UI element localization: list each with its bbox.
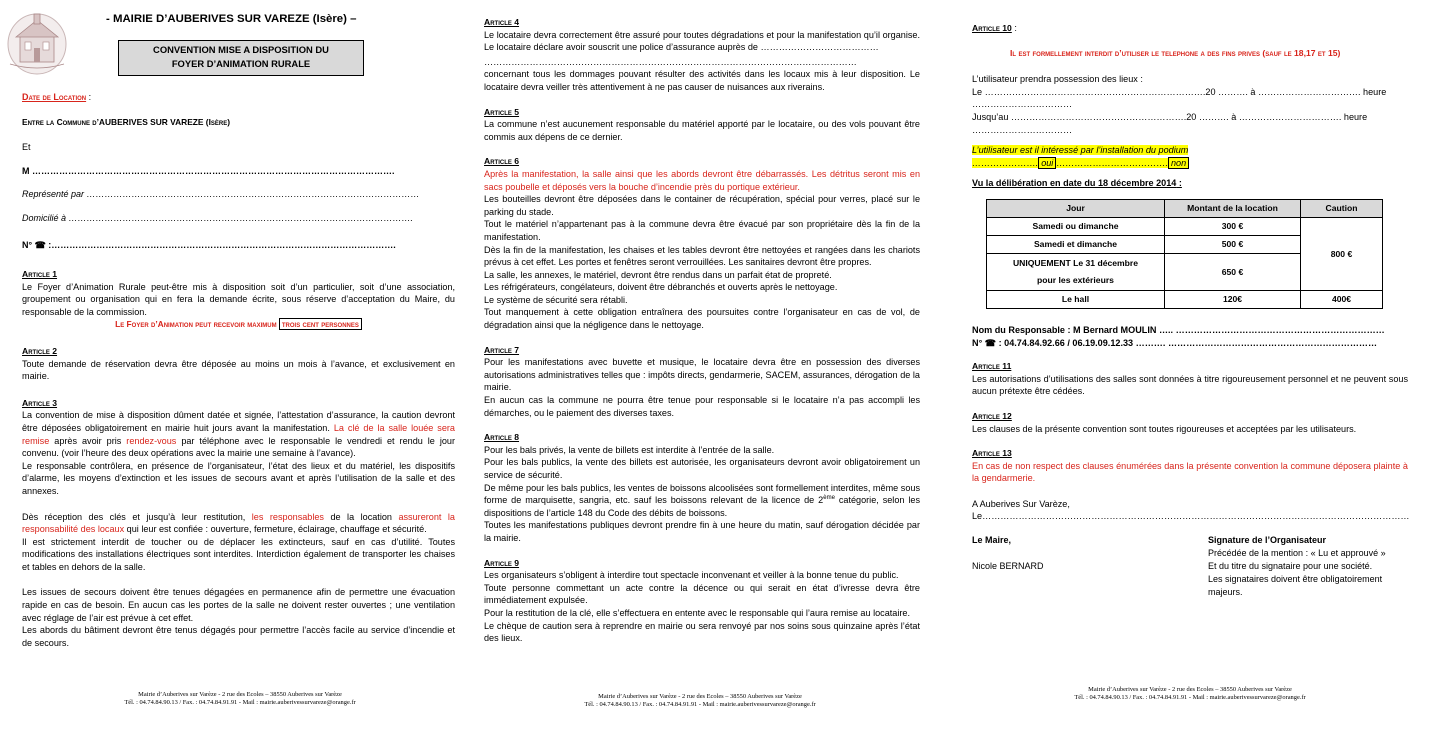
- le-line: Le ……………………………………………………………….20 ………. à ……………………………. heure ……………………………: [972, 86, 1387, 110]
- footer-col1-contact: Tél. : 04.74.84.90.13 / Fax. : 04.74.84.91.91 - Mail : mairie.auberivessurvareze@orange.fr: [124, 699, 356, 706]
- deliberation-row: [972, 177, 1408, 190]
- article-6-p5: La salle, les annexes, le matériel, devront être rendus dans un parfait état de propreté.: [484, 269, 832, 280]
- maire-name: Nicole BERNARD: [972, 561, 1044, 572]
- organisateur-title: Signature de l’Organisateur: [1208, 535, 1327, 546]
- date-location-label: Date de Location: [22, 92, 87, 102]
- article-7-p1: Pour les manifestations avec buvette et musique, le locataire devra être en possession des diverses autorisations administratives telles que : impôts directs, gendarmerie, SACEM, assurances, dérogation de la mairie.: [484, 357, 920, 393]
- footer-col2-contact: Tél. : 04.74.84.90.13 / Fax. : 04.74.84.91.91 - Mail : mairie.auberivessurvareze@orange.fr: [584, 701, 816, 708]
- article-8-p3-sup: ème: [823, 495, 835, 502]
- article-7-p2: En aucun cas la commune ne pourra être tenue pour responsable si le locataire n’a pas accompli les démarches, ou le paiement des diverses taxes.: [484, 395, 920, 418]
- lieu-line: A Auberives Sur Varèze,: [972, 498, 1070, 509]
- tel-line: N° ☎ : 04.74.84.92.66 / 06.19.09.12.33 ………. ……………………………………………………………: [972, 337, 1378, 348]
- article-6-p2: Les bouteilles devront être déposées dans le container de récupération, spécial pour verres, placé sur le parking du stade.: [484, 194, 920, 217]
- article-3-p6: Les abords du bâtiment devront être tenus dégagés pour permettre l’accès facile au service d’incendie et de secours.: [22, 625, 455, 648]
- article-3-p5: Les issues de secours doivent être tenues dégagées en permanence afin de permettre une évacuation rapide en cas de besoin. En aucun cas les portes de la salle ne doivent rester ouvertes ; une ventilation avec réglage de l’air est prévue à cet effet.: [22, 587, 455, 623]
- article-3-p1-red2: rendez-vous: [126, 435, 177, 446]
- article-9-p3: Pour la restitution de la clé, elle s’effectuera en entente avec le responsable qui l’aura remise au locataire.: [484, 607, 910, 618]
- article-1-capacity: [22, 318, 455, 331]
- article-6-p4: Dès la fin de la manifestation, les chaises et les tables devront être nettoyées et rangées dans les chariots prévus à cet effet. Les portes et fenêtres seront verrouillées. Les sanitaires devront être propres.: [484, 244, 920, 268]
- article-3-p3-b: de la location: [323, 511, 399, 522]
- convention-title-line1: CONVENTION MISE A DISPOSITION DU: [153, 44, 329, 55]
- domicilie-field: Domicilié à …………………………………………………………………………………………………….: [22, 213, 414, 223]
- tarif-caution-merged: 800 €: [1301, 217, 1383, 290]
- responsable-line: Nom du Responsable : M Bernard MOULIN ….. ……………………………………………………………: [972, 324, 1385, 335]
- footer-col1-address: Mairie d’Auberives sur Varèze - 2 rue des Ecoles – 38550 Auberives sur Varèze: [138, 691, 342, 698]
- tarif-row4-caution: 400€: [1301, 290, 1383, 308]
- article-7-title: Article 7: [484, 344, 520, 355]
- article-8-p3-b: catégorie, selon les dispositions de l’article 148 du Code des débits de boissons.: [484, 495, 920, 518]
- tarif-row: [987, 217, 1383, 235]
- article-6-title: Article 6: [484, 156, 520, 167]
- article-6-red: Après la manifestation, la salle ainsi que les abords devront être débarrassés. Les détritus seront mis en sacs poubelle et déposés vers la bouche d’incendie près du portique extérieur.: [484, 168, 920, 192]
- town-hall-logo: [6, 6, 68, 76]
- tarif-row: [987, 290, 1383, 308]
- represente-field: Représenté par …………………………………………………………………………………………………: [22, 189, 420, 199]
- article-2-text: Toute demande de réservation devra être déposée au moins un mois à l’avance, et exclusivement en mairie.: [22, 358, 455, 382]
- article-10-title: Article 10: [972, 23, 1012, 33]
- organisateur-block: [1208, 534, 1386, 599]
- article-1-title: Article 1: [22, 269, 58, 279]
- article-8-p4: Toutes les manifestations publiques devront prendre fin à une heure du matin, sauf dérogation décidée par la mairie.: [484, 520, 920, 543]
- tarif-row4-amount: 120€: [1165, 290, 1301, 308]
- article-3-p3-c: qui leur est confiée : ouverture, fermeture, éclairage, chauffage et sécurité.: [124, 524, 427, 535]
- article-1-capacity-text: Le Foyer d’Animation peut recevoir maximum: [115, 319, 279, 330]
- article-6-p3: Tout le matériel n’appartenant pas à la commune devra être évacué par son propriétaire dès la fin de la manifestation.: [484, 219, 920, 242]
- footer-col1: [40, 691, 440, 707]
- mairie-heading: - MAIRIE D’AUBERIVES SUR VAREZE (Isère) –: [106, 13, 357, 25]
- possession-text: L’utilisateur prendra possession des lieux :: [972, 74, 1143, 85]
- tarif-header-caution: Caution: [1301, 199, 1383, 217]
- footer-col3: [990, 686, 1390, 702]
- article-11-text: Les autorisations d’utilisations des salles sont données à titre rigoureusement personnel et ne peuvent sous aucun prétexte être cédées.: [972, 373, 1408, 397]
- article-8-p3-a: De même pour les bals publics, les ventes de boissons alcoolisées sont formellement interdites, même sous forme de marquisette, sangria, etc. sauf les boissons relevant de la licence de 2: [484, 482, 920, 506]
- article-9-p1: Les organisateurs s’obligent à interdire tout spectacle inconvenant et veiller à la bonne tenue du public.: [484, 570, 899, 581]
- article-4-dots: ……………………………………………………………………………………………………………: [484, 56, 857, 67]
- tarif-row3-day-line2: pour les extérieurs: [1037, 274, 1114, 285]
- maire-label: Le Maire,: [972, 535, 1012, 546]
- et-label: Et: [22, 142, 31, 152]
- m-field: M ………………………………………………………………………………………………………….: [22, 166, 395, 176]
- date-location-row: [22, 92, 91, 102]
- tarif-header-row: [987, 199, 1383, 217]
- article-4-title: Article 4: [484, 17, 520, 27]
- convention-title-line2: FOYER D’ANIMATION RURALE: [171, 58, 311, 69]
- article-5-title: Article 5: [484, 106, 520, 117]
- signature-block: [972, 534, 1408, 604]
- podium-row: [972, 144, 1408, 169]
- tarif-header-montant: Montant de la location: [1165, 199, 1301, 217]
- tarif-row4-day: Le hall: [987, 290, 1165, 308]
- article-5-text: La commune n’est aucunement responsable du matériel apporté par le locataire, ou des vols pouvant être commis aux dépens de ce dernier.: [484, 119, 920, 142]
- column-1-articles: [22, 268, 455, 649]
- date-location-colon: :: [86, 92, 92, 102]
- article-11-title: Article 11: [972, 361, 1012, 372]
- article-3-p3: [22, 511, 455, 536]
- article-3-p2: Le responsable contrôlera, en présence de l’organisateur, l’état des lieux et du matériel, les dispositifs d’alarme, les moyens d’extinction et les issues de secours avant et après l’utilisation de la salle et des annexes.: [22, 460, 455, 496]
- article-3-p3-a: Dès réception des clés et jusqu’à leur restitution,: [22, 511, 252, 522]
- article-1-capacity-boxed: trois cent personnes: [279, 318, 362, 330]
- footer-col2: [500, 693, 900, 709]
- article-13-title: Article 13: [972, 448, 1012, 459]
- numero-field: N° ☎ :…………………………………………………………………………………………………….: [22, 240, 396, 250]
- article-4-p1: Le locataire devra correctement être assuré pour toutes dégradations et pour la manifestation qu’il organise. Le locataire déclare avoir souscrit une police d’assurance auprès de …………………………………: [484, 29, 920, 53]
- article-2-title: Article 2: [22, 345, 58, 356]
- article-6-p8: Tout manquement à cette obligation entraînera des poursuites contre l’organisateur en cas de vol, de dégradation ainsi que la négligence dans le nettoyage.: [484, 307, 920, 331]
- column-3-articles: [972, 22, 1408, 604]
- tarif-row2-day: Samedi et dimanche: [987, 235, 1165, 253]
- tarif-row3-day-line1: UNIQUEMENT Le 31 décembre: [1012, 257, 1139, 268]
- article-13-red: En cas de non respect des clauses énumérées dans la présente convention la commune déposera plainte à la gendarmerie.: [972, 460, 1408, 484]
- article-3-p1-b: après avoir pris: [49, 435, 127, 446]
- article-9-p4: Le chèque de caution sera à reprendre en mairie ou sera renvoyé par nos soins sous quinzaine après l’état des lieux.: [484, 620, 920, 644]
- podium-question: L’utilisateur est il intéressé par l’installation du podium ………………….: [972, 145, 1189, 168]
- tarif-table: [986, 199, 1383, 309]
- article-3-p3-red2: assureront la responsabilité des locaux: [22, 511, 455, 535]
- maire-block: [972, 534, 1044, 573]
- article-4-p2: concernant tous les dommages pouvant résulter des activités dans les locaux mis à leur disposition. Le locataire devra veiller très attentivement à ne pas causer de nuisances aux riverains.: [484, 69, 920, 92]
- footer-col3-contact: Tél. : 04.74.84.90.13 / Fax. : 04.74.84.91.91 - Mail : mairie.auberivessurvareze@orange.fr: [1074, 694, 1306, 701]
- organisateur-line1: Précédée de la mention : « Lu et approuvé »: [1208, 548, 1386, 559]
- footer-col2-address: Mairie d’Auberives sur Varèze - 2 rue des Ecoles – 38550 Auberives sur Varèze: [598, 693, 802, 700]
- entre-commune: Entre la Commune d’AUBERIVES SUR VAREZE (Isère): [22, 117, 231, 127]
- organisateur-line3: Les signataires doivent être obligatoirement: [1208, 574, 1383, 585]
- article-3-p1: [22, 409, 455, 459]
- tarif-header-jour: Jour: [987, 199, 1165, 217]
- convention-title-box: [118, 40, 364, 76]
- article-8-p1: Pour les bals privés, la vente de billets est interdite à l’entrée de la salle.: [484, 444, 775, 455]
- column-2-articles: [484, 16, 920, 645]
- deliberation-colon: :: [1176, 178, 1182, 189]
- podium-oui-box[interactable]: oui: [1038, 157, 1056, 169]
- organisateur-line2: Et du titre du signataire pour une société.: [1208, 561, 1373, 572]
- date-line: Le……………………………………………………………………………………………………………………………: [972, 511, 1410, 522]
- tarif-row2-amount: 500 €: [1165, 235, 1301, 253]
- deliberation-text: Vu la délibération en date du 18 décembre 2014: [972, 178, 1177, 189]
- article-3-title: Article 3: [22, 397, 58, 408]
- article-12-text: Les clauses de la présente convention sont toutes rigoureuses et acceptées par les utilisateurs.: [972, 423, 1357, 434]
- article-9-title: Article 9: [484, 557, 520, 568]
- jusqu-line: Jusqu’au ………………………………………………….20 ………. à ……………………………. heure ……………………………: [972, 111, 1368, 135]
- article-6-p6: Les réfrigérateurs, congélateurs, doivent être débranchés et ouverts après le nettoyage.: [484, 282, 838, 293]
- tarif-row1-day: Samedi ou dimanche: [987, 217, 1165, 235]
- article-8-title: Article 8: [484, 432, 520, 443]
- article-3-p3-red1: les responsables: [251, 511, 324, 522]
- article-3-p1-a: La convention de mise à disposition dûment datée et signée, l’attestation d’assurance, la caution devront être déposées obligatoirement en mairie huit jours avant la manifestation.: [22, 410, 455, 433]
- tarif-row1-amount: 300 €: [1165, 217, 1301, 235]
- article-10-red: Il est formellement interdit d’utiliser le telephone a des fins prives (sauf le 18,17 et 15): [1010, 47, 1341, 58]
- article-1-text: Le Foyer d’Animation Rurale peut-être mis à disposition soit d’un particulier, soit d’une association, groupement ou organisation qui en fera la demande écrite, sous réserve d’acceptation du Maire, du responsable de la commission.: [22, 281, 455, 317]
- podium-non-box[interactable]: non: [1168, 157, 1189, 169]
- article-10-title-row: [972, 22, 1408, 35]
- organisateur-line4: majeurs.: [1208, 587, 1243, 598]
- podium-dots: ……………………………….: [1056, 157, 1168, 168]
- article-8-p3: [484, 482, 920, 520]
- tarif-row3-amount: 650 €: [1165, 253, 1301, 290]
- article-10-title-colon: :: [1011, 23, 1017, 33]
- article-6-p7: Le système de sécurité sera rétabli.: [484, 294, 628, 305]
- tarif-row3-day: [987, 253, 1165, 290]
- article-12-title: Article 12: [972, 410, 1012, 421]
- article-3-p1-c: par téléphone avec le responsable le vendredi et rendu le jour convenu. (voir l’heure des deux opérations avec la mairie une semaine à l’avance).: [22, 435, 455, 459]
- article-3-p4: Il est strictement interdit de toucher ou de déplacer les extincteurs, sauf en cas d’utilité. Toutes modifications des installations électriques sont interdites. Interdiction également de transporter les chaises et tables en dehors de la salle.: [22, 536, 455, 572]
- article-8-p2: Pour les bals publics, la vente des billets est autorisée, les organisateurs devront avoir obligatoirement un service de sécurité.: [484, 457, 920, 480]
- footer-col3-address: Mairie d’Auberives sur Varèze - 2 rue des Ecoles – 38550 Auberives sur Varèze: [1088, 686, 1292, 693]
- article-9-p2: Toute personne commettant un acte contre la décence ou qui serait en état d’ivresse devra être immédiatement expulsée.: [484, 582, 920, 606]
- article-3-p1-red1: La clé de la salle louée sera remise: [22, 422, 455, 446]
